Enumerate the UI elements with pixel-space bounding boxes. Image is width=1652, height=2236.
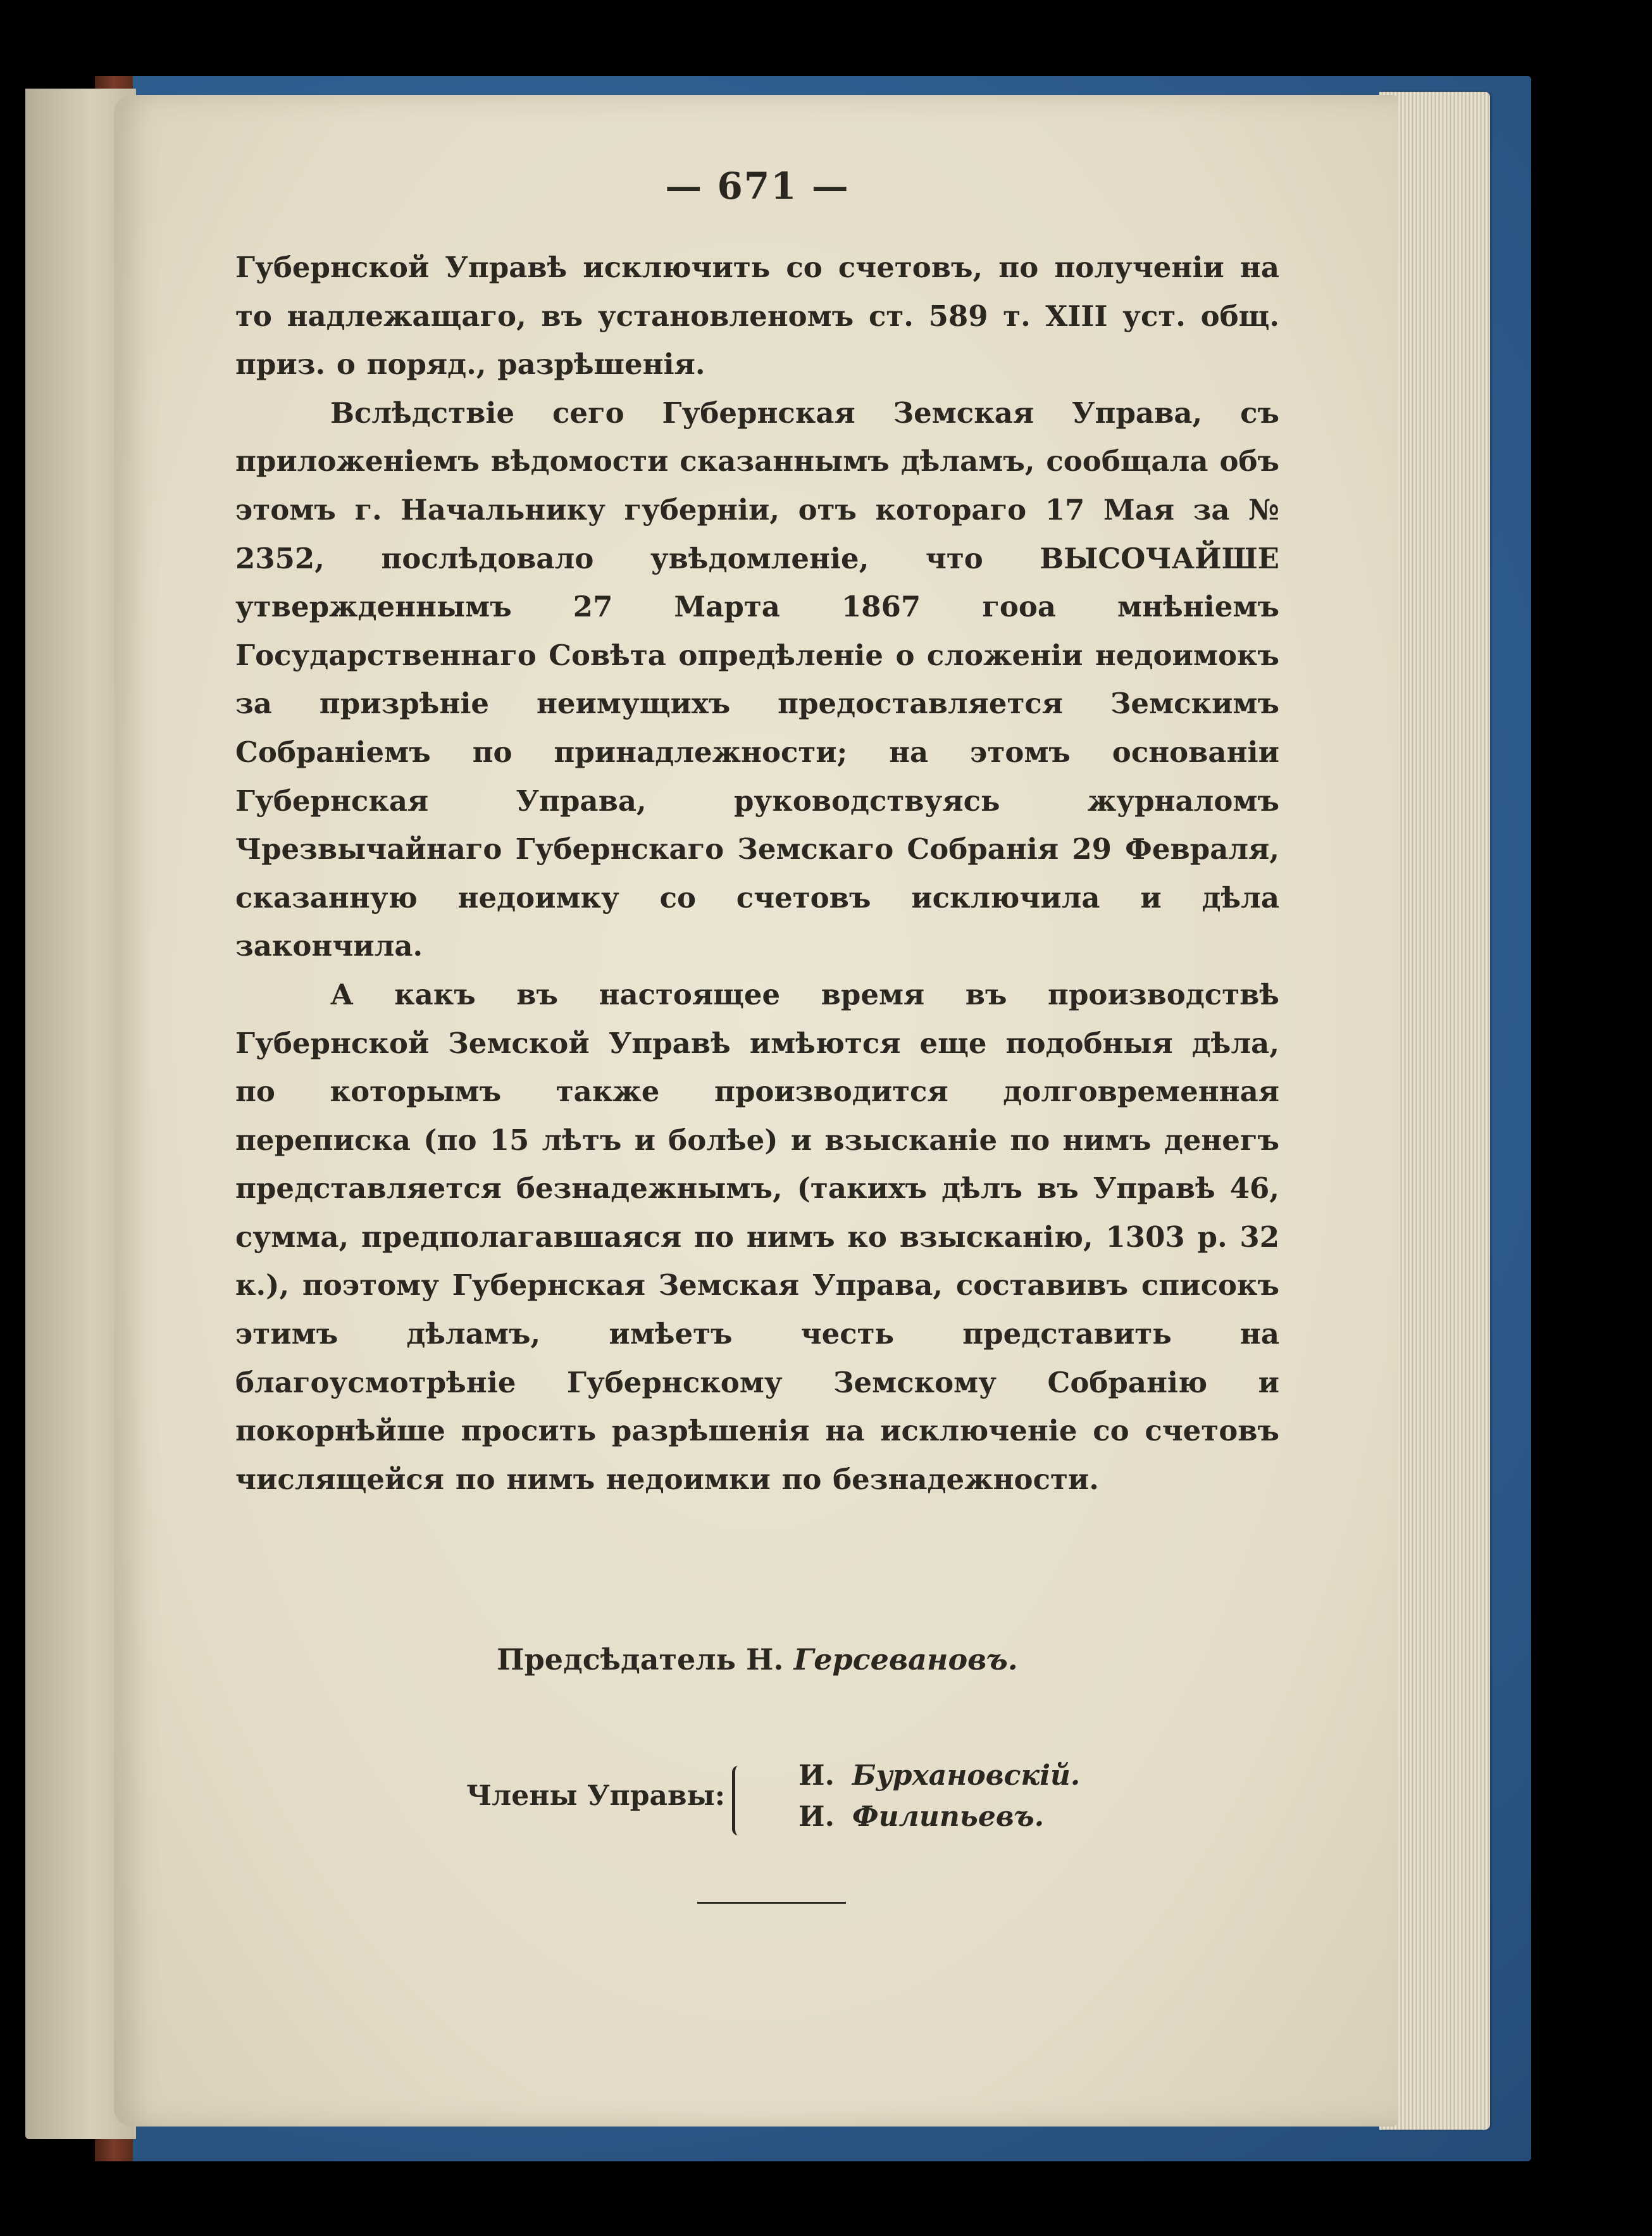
body-text <box>235 244 1279 1504</box>
chairman-name: Герсевановъ. <box>793 1642 1018 1677</box>
brace-icon <box>732 1766 744 1835</box>
member-row <box>798 1801 1044 1833</box>
chairman-title: Предсѣдатель Н. <box>497 1642 784 1677</box>
member-initial: И. <box>798 1801 835 1833</box>
members-label: Члены Управы: <box>466 1780 725 1812</box>
paragraph-2: Вслѣдствіе сего Губернская Земская Управа, съ приложеніемъ вѣдомости сказаннымъ дѣламъ, сообщала объ этомъ г. Начальнику губерніи, отъ котораго 17 Мая за № 2352, послѣдовало увѣдомленіе, что ВЫСОЧАЙШЕ утвержденнымъ 27 Марта 1867 гооа мнѣніемъ Государственнаго Совѣта опредѣленіе о сложеніи недоимокъ за призрѣніе неимущихъ предоставляется Земскимъ Собраніемъ по принадлежности; на этомъ основаніи Губернская Управа, руководствуясь журналомъ Чрезвычайнаго Губернскаго Земскаго Собранія 29 Февраля, сказанную недоимку со счетовъ исключила и дѣла закончила. <box>235 396 1279 963</box>
member-row <box>798 1759 1080 1792</box>
member-initial: И. <box>798 1759 835 1792</box>
member-name: Бурхановскій. <box>852 1759 1081 1792</box>
paragraph-3: А какъ въ настоящее время въ производствѣ Губернской Земской Управѣ имѣются еще подобныя дѣла, по которымъ также производится долговременная переписка (по 15 лѣтъ и болѣе) и взысканіе по нимъ денегъ представляется безнадежнымъ, (такихъ дѣлъ въ Управѣ 46, сумма, предполагавшаяся по нимъ ко взысканію, 1303 р. 32 к.), поэтому Губернская Земская Управа, составивъ списокъ этимъ дѣламъ, имѣетъ честь представить на благоусмотрѣніе Губернскому Земскому Собранію и покорнѣйше просить разрѣшенія на исключеніе со счетовъ числящейся по нимъ недоимки по безнадежности. <box>235 977 1279 1496</box>
page-number: — 671 — <box>665 165 850 208</box>
paragraph-1: Губернской Управѣ исключить со счетовъ, по полученіи на то надлежащаго, въ установленомъ ст. 589 т. XIII уст. общ. приз. о поряд., разрѣшенія. <box>235 251 1279 382</box>
chairman-signature <box>235 1642 1279 1677</box>
member-name: Филипьевъ. <box>852 1801 1045 1833</box>
closing-rule <box>697 1902 846 1904</box>
board-members <box>235 1753 1279 1842</box>
